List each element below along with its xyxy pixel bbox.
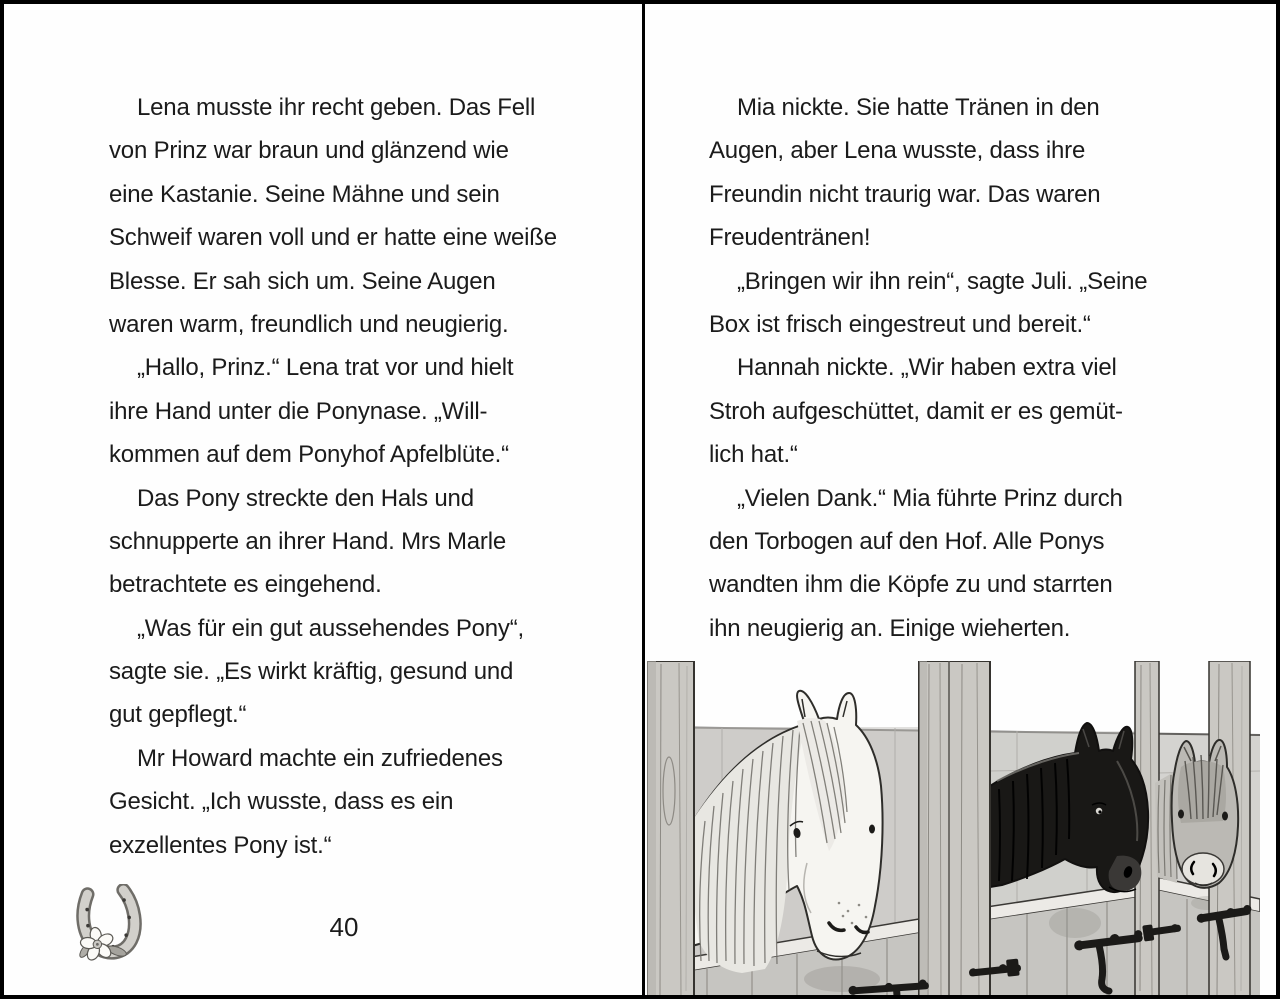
text-line: eine Kastanie. Seine Mähne und sein (109, 180, 500, 208)
text-line: wandten ihm die Köpfe zu und starrten (709, 571, 1113, 599)
text-line: waren warm, freundlich und neugierig. (109, 310, 509, 338)
text-line: Mia nickte. Sie hatte Tränen in den (737, 94, 1100, 121)
page-right (645, 4, 1280, 995)
text-line: ihn neugierig an. Einige wieherten. (709, 614, 1071, 642)
text-line: Freundin nicht traurig war. Das waren (709, 180, 1101, 208)
text-line: betrachtete es eingehend. (109, 571, 382, 599)
text-line: schnupperte an ihrer Hand. Mrs Marle (109, 527, 506, 555)
text-line: gut gepflegt.“ (109, 701, 247, 729)
text-line: „Vielen Dank.“ Mia führte Prinz durch (737, 484, 1123, 512)
right-page-text (709, 86, 1195, 650)
page-left (4, 4, 642, 995)
text-line: „Hallo, Prinz.“ Lena trat vor und hielt (137, 354, 514, 382)
text-line: Gesicht. „Ich wusste, dass es ein (109, 788, 454, 816)
text-line: kommen auf dem Ponyhof Apfelblüte.“ (109, 441, 509, 469)
text-line: „Bringen wir ihn rein“, sagte Juli. „Seine (737, 267, 1148, 295)
text-line: Mr Howard machte ein zufriedenes (137, 744, 503, 772)
text-line: exzellentes Pony ist.“ (109, 831, 332, 859)
text-line: Freudentränen! (709, 224, 871, 252)
text-line: Stroh aufgeschüttet, damit er es gemüt- (709, 397, 1123, 425)
text-line: Blesse. Er sah sich um. Seine Augen (109, 267, 496, 295)
text-line: Das Pony streckte den Hals und (137, 484, 474, 512)
left-page-text (109, 86, 595, 867)
text-line: Lena musste ihr recht geben. Das Fell (137, 94, 536, 121)
text-line: „Was für ein gut aussehendes Pony“, (137, 614, 524, 642)
text-line: von Prinz war braun und glänzend wie (109, 137, 509, 165)
text-line: ihre Hand unter die Ponynase. „Will- (109, 397, 488, 425)
text-line: Schweif waren voll und er hatte eine weiße (109, 224, 557, 252)
text-line: den Torbogen auf den Hof. Alle Ponys (709, 527, 1105, 555)
text-line: Augen, aber Lena wusste, dass ihre (709, 137, 1086, 165)
stable-illustration (647, 661, 1260, 999)
text-line: lich hat.“ (709, 441, 798, 469)
page-number: 40 (329, 912, 359, 942)
text-line: sagte sie. „Es wirkt kräftig, gesund und (109, 658, 514, 686)
text-line: Box ist frisch eingestreut und bereit.“ (709, 310, 1091, 338)
text-line: Hannah nickte. „Wir haben extra viel (737, 354, 1117, 382)
